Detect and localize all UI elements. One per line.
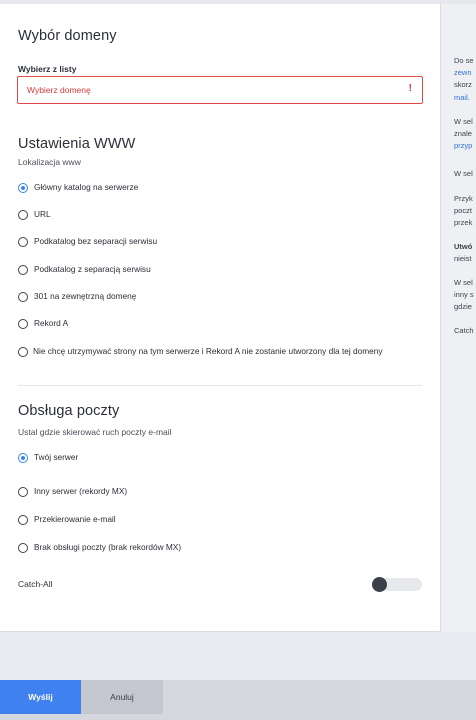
help-line: W sel [454, 117, 473, 126]
radio-icon[interactable] [18, 319, 28, 329]
help-line: skorz [454, 80, 472, 89]
radio-icon[interactable] [18, 265, 28, 275]
radio-icon[interactable] [18, 515, 28, 525]
radio-checked-icon[interactable] [18, 183, 28, 193]
help-line: znale [454, 129, 472, 138]
www-section-title: Ustawienia WWW [18, 136, 136, 152]
radio-checked-icon[interactable] [18, 453, 28, 463]
domain-section-title: Wybór domeny [18, 28, 117, 44]
help-link[interactable]: zewn [454, 68, 472, 77]
radio-icon[interactable] [18, 543, 28, 553]
help-line: gdzie [454, 302, 472, 311]
cancel-button[interactable]: Anuluj [81, 680, 163, 714]
mail-section-subtitle: Ustal gdzie skierować ruch poczty e-mail [18, 427, 172, 437]
domain-form-card: Wybór domeny Wybierz z listy Wybierz domenę ! Ustawienia WWW Lokalizacja www Główny katalog na serwerze URL Podkatalog bez separacji serwisu Podkatalog z separacją serwisu 301 na zewnętrzną domenę Rekord A Nie chcę utrzymywać strony na tym serwerze i Rekord A nie zostanie utworzony dla tej domeny Obsługa poczty Ustal gdzie skierować ruch poczty e-mail Twój serwer Inny serwer (rekordy MX) Przekierowanie e-mail Brak obsługi poczty (brak rekordów MX) Catch-All [0, 4, 441, 632]
radio-icon[interactable] [18, 487, 28, 497]
domain-select-placeholder: Wybierz domenę [27, 85, 91, 95]
radio-icon[interactable] [18, 210, 28, 220]
help-line: Utwó [454, 242, 473, 251]
toggle-knob[interactable] [372, 577, 387, 592]
help-link[interactable]: mail. [454, 93, 470, 102]
help-line: inny s [454, 290, 474, 299]
radio-icon[interactable] [18, 237, 28, 247]
help-line: W sel [454, 278, 473, 287]
catch-all-label: Catch-All [18, 579, 53, 589]
section-divider [18, 385, 422, 386]
submit-button[interactable]: Wyślij [0, 680, 81, 714]
help-sidebar [441, 4, 476, 632]
help-link[interactable]: przyp [454, 141, 473, 150]
help-line: Przyk [454, 194, 473, 203]
help-line: Do se [454, 56, 474, 65]
error-icon: ! [408, 83, 412, 94]
mail-section-title: Obsługa poczty [18, 403, 120, 419]
help-line: przek [454, 218, 473, 227]
help-line: Catch [454, 326, 474, 335]
radio-icon[interactable] [18, 292, 28, 302]
catch-all-toggle[interactable] [372, 578, 422, 591]
domain-list-label: Wybierz z listy [18, 64, 77, 74]
help-line: nieist [454, 254, 472, 263]
domain-select[interactable] [17, 76, 423, 104]
help-line: W sel [454, 169, 473, 178]
help-line: poczt [454, 206, 472, 215]
www-location-label: Lokalizacja www [18, 157, 81, 167]
